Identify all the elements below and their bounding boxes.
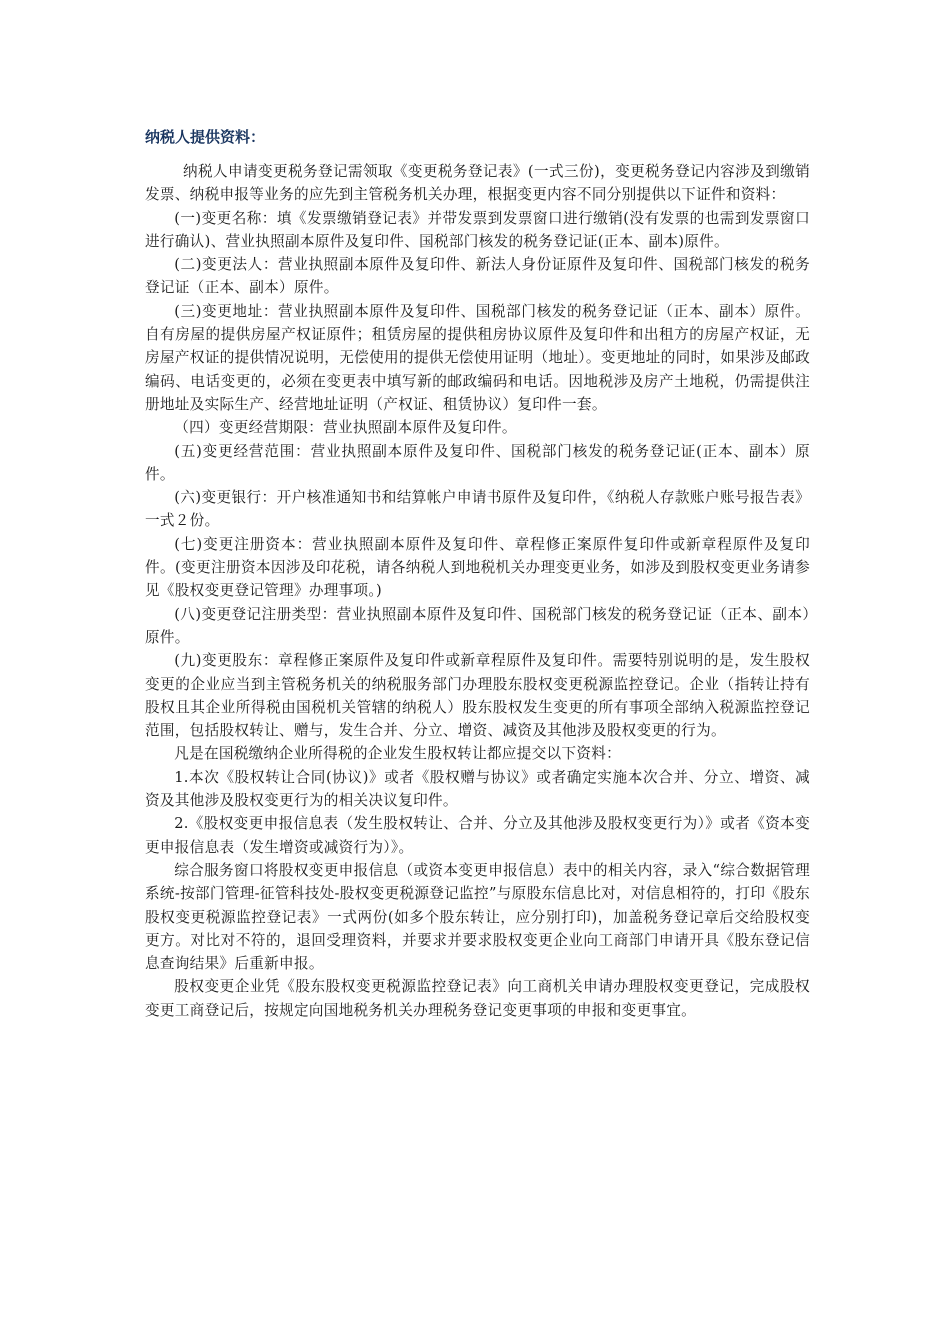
item-change-registered-capital: (七)变更注册资本：营业执照副本原件及复印件、章程修正案原件复印件或新章程原件及复印件。(变更注册资本因涉及印花税，请各纳税人到地税机关办理变更业务，如涉及到股权变更业务请参见《股权变更登记管理》办理事项。)	[145, 535, 810, 600]
item-change-name: (一)变更名称：填《发票缴销登记表》并带发票到发票窗口进行缴销(没有发票的也需到发票窗口进行确认)、营业执照副本原件及复印件、国税部门核发的税务登记证(正本、副本)原件。	[145, 209, 810, 250]
item-change-shareholders: (九)变更股东：章程修正案原件及复印件或新章程原件及复印件。需要特别说明的是，发生股权变更的企业应当到主管税务机关的纳税服务部门办理股东股权变更税源监控登记。企业（指转让持有股权且其企业所得税由国税机关管辖的纳税人）股东股权发生变更的所有事项全部纳入税源监控登记范围，包括股权转让、赠与，发生合并、分立、增资、减资及其他涉及股权变更的行为。	[145, 652, 810, 740]
final-procedure: 股权变更企业凭《股东股权变更税源监控登记表》向工商机关申请办理股权变更登记，完成股权变更工商登记后，按规定向国地税务机关办理税务登记变更事项的申报和变更事宜。	[145, 978, 810, 1019]
document-page	[145, 126, 810, 1022]
item-change-legal-person: (二)变更法人：营业执照副本原件及复印件、新法人身份证原件及复印件、国税部门核发的税务登记证（正本、副本）原件。	[145, 256, 810, 297]
item-change-address: (三)变更地址：营业执照副本原件及复印件、国税部门核发的税务登记证（正本、副本）原件。自有房屋的提供房屋产权证原件；租赁房屋的提供租房协议原件及复印件和出租方的房屋产权证，无房屋产权证的提供情况说明，无偿使用的提供无偿使用证明（地址）。变更地址的同时，如果涉及邮政编码、电话变更的，必须在变更表中填写新的邮政编码和电话。因地税涉及房产土地税，仍需提供注册地址及实际生产、经营地址证明（产权证、租赁协议）复印件一套。	[145, 302, 810, 413]
service-window-procedure: 综合服务窗口将股权变更申报信息（或资本变更申报信息）表中的相关内容，录入“综合数据管理系统-按部门管理-征管科技处-股权变更税源登记监控”与原股东信息比对，对信息相符的，打印《股东股权变更税源监控登记表》一式两份(如多个股东转让，应分别打印)，加盖税务登记章后交给股权变更方。对比对不符的，退回受理资料，并要求并要求股权变更企业向工商部门申请开具《股东登记信息查询结果》后重新申报。	[145, 861, 810, 973]
equity-transfer-intro: 凡是在国税缴纳企业所得税的企业发生股权转让都应提交以下资料：	[174, 745, 622, 763]
equity-doc-1: 1.本次《股权转让合同(协议)》或者《股权赠与协议》或者确定实施本次合并、分立、增资、减资及其他涉及股权变更行为的相关决议复印件。	[145, 768, 810, 810]
item-change-bank: (六)变更银行：开户核准通知书和结算帐户申请书原件及复印件，《纳税人存款账户账号报告表》一式２份。	[145, 489, 810, 530]
item-change-registration-type: (八)变更登记注册类型：营业执照副本原件及复印件、国税部门核发的税务登记证（正本、副本）原件。	[145, 605, 810, 646]
intro-paragraph: 纳税人申请变更税务登记需领取《变更税务登记表》(一式三份)，变更税务登记内容涉及到缴销发票、纳税申报等业务的应先到主管税务机关办理，根据变更内容不同分别提供以下证件和资料：	[145, 163, 810, 204]
section-heading: 纳税人提供资料：	[145, 128, 266, 146]
equity-doc-2: 2.《股权变更申报信息表（发生股权转让、合并、分立及其他涉及股权变更行为）》或者《资本变更申报信息表（发生增资或减资行为）》。	[145, 815, 810, 856]
item-change-business-scope: (五)变更经营范围：营业执照副本原件及复印件、国税部门核发的税务登记证(正本、副本）原件。	[145, 442, 810, 483]
item-change-business-term: （四）变更经营期限：营业执照副本原件及复印件。	[174, 419, 517, 437]
